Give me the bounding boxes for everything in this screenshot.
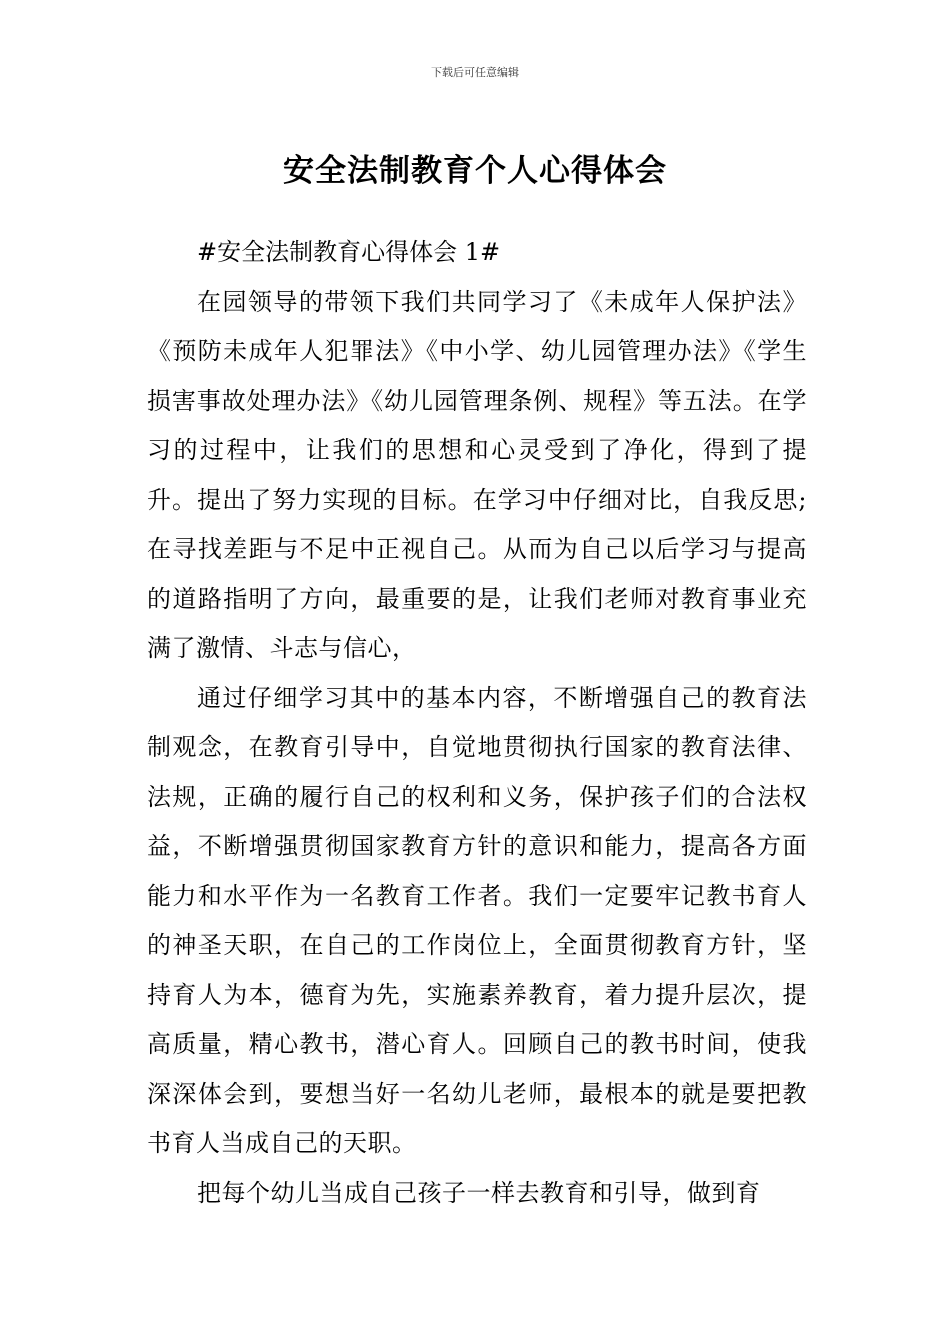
paragraph-1: 在园领导的带领下我们共同学习了《未成年人保护法》《预防未成年人犯罪法》《中小学、幼儿园管理办法》《学生损害事故处理办法》《幼儿园管理条例、规程》等五法。在学习的过程中，让我们的思想和心灵受到了净化，得到了提升。提出了努力实现的目标。在学习中仔细对比，自我反思;在寻找差距与不足中正视自己。从而为自己以后学习与提高的道路指明了方向，最重要的是，让我们老师对教育事业充满了激情、斗志与信心， xyxy=(147,287,807,662)
paragraph-2: 通过仔细学习其中的基本内容，不断增强自己的教育法制观念，在教育引导中，自觉地贯彻执行国家的教育法律、法规，正确的履行自己的权利和义务，保护孩子们的合法权益，不断增强贯彻国家教育方针的意识和能力，提高各方面能力和水平作为一名教育工作者。我们一定要牢记教书育人的神圣天职，在自己的工作岗位上，全面贯彻教育方针，坚持育人为本，德育为先，实施素养教育，着力提升层次，提高质量，精心教书，潜心育人。回顾自己的教书时间，使我深深体会到，要想当好一名幼儿老师，最根本的就是要把教书育人当成自己的天职。 xyxy=(147,683,807,1157)
document-body xyxy=(147,228,807,1218)
document-title: 安全法制教育个人心得体会 xyxy=(283,152,667,189)
section-heading: #安全法制教育心得体会 1# xyxy=(197,238,501,266)
header-note: 下载后可任意编辑 xyxy=(431,66,519,79)
paragraph-3: 把每个幼儿当成自己孩子一样去教育和引导，做到育 xyxy=(197,1178,761,1207)
